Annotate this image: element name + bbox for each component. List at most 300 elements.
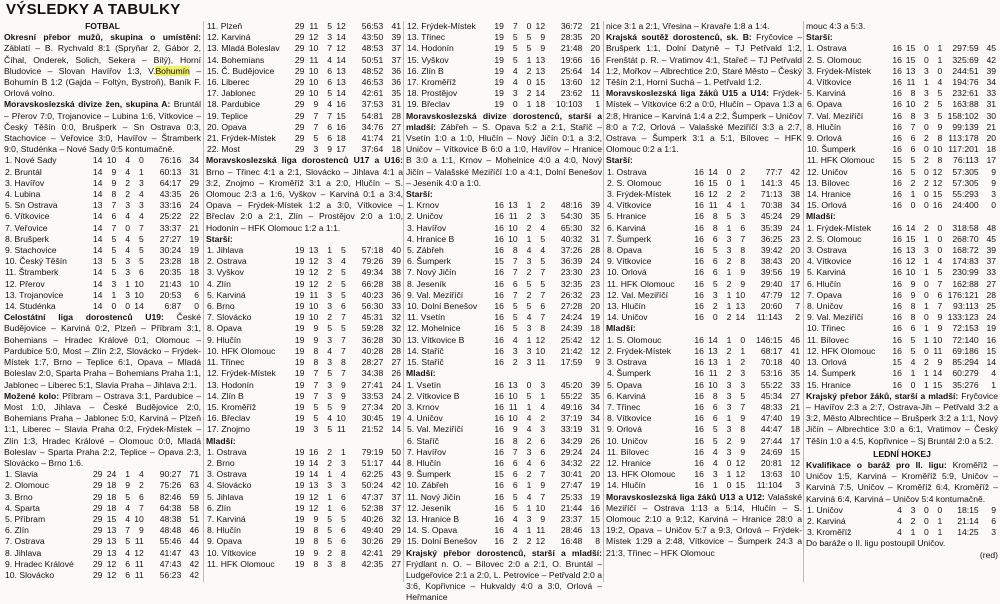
draws: 1 (726, 301, 732, 312)
draws: 6 (125, 569, 131, 580)
points: 26 (189, 189, 199, 200)
team-name: 8. Jeseník (407, 278, 447, 289)
points: 12 (590, 334, 600, 345)
score: 37:64 (361, 144, 384, 155)
team-name: 11. Bílovec (607, 446, 649, 457)
matches-played: 19 (294, 457, 305, 468)
team-name: 10. Slovácko (5, 569, 55, 580)
matches-played: 29 (294, 133, 305, 144)
team-name: 15. Vyškov (407, 54, 449, 65)
losses: 8 (740, 424, 746, 435)
table-row (406, 21, 602, 32)
matches-played: 16 (694, 177, 704, 188)
team-name: 13. Hlučín (607, 301, 646, 312)
score: 158:102 (947, 110, 979, 121)
wins: 11 (508, 401, 518, 412)
team-name: 9. Vítkovice (607, 256, 652, 267)
losses: 4 (139, 189, 144, 200)
score: 11:104 (756, 480, 783, 491)
score: 50:51 (361, 54, 384, 65)
points: 30 (986, 110, 996, 121)
losses: 13 (535, 54, 546, 65)
team-name: 2. Bruntál (5, 166, 42, 177)
table-row (206, 380, 403, 391)
score: 55:293 (952, 189, 979, 200)
score: 14:25 (957, 527, 979, 538)
matches-played: 19 (294, 469, 305, 480)
matches-played: 19 (294, 256, 305, 267)
wins: 10 (308, 77, 319, 88)
score: 45:20 (560, 379, 583, 390)
score: 37:26 (560, 245, 583, 256)
results-text: Bruntál – Přerov 7:0, Trojanovice – Lubina 1:6, Vítkovice – Český Těšín 0:0, Brušperk – Sn Ostrava 0:3, Stachovice – Veřovice 3:0, Havířov – Štramberk 9:0, Studénka – Nové Sady 0:5 kontumačně. (4, 99, 201, 155)
team-name: 9. Orlová (807, 133, 842, 144)
losses: 6 (740, 222, 746, 233)
wins: 12 (708, 189, 718, 200)
table-row (206, 413, 403, 424)
draws: 1 (327, 491, 333, 502)
score: 28:46 (560, 525, 583, 536)
points: 33 (986, 88, 996, 99)
score: 30:26 (361, 536, 384, 547)
score: 36:39 (560, 256, 583, 267)
points: 33 (986, 267, 996, 278)
losses: 12 (535, 536, 546, 547)
points: 7 (795, 301, 800, 312)
matches-played: 19 (494, 65, 504, 76)
wins: 4 (512, 334, 518, 345)
draws: 4 (526, 312, 532, 323)
points: 42 (391, 480, 401, 491)
matches-played: 19 (294, 379, 305, 390)
table-row (206, 122, 403, 133)
results-text: Záblatí – B. Rychvald 8:1 (Spryňar 2, Gábor 2, Číhal, Onderek, Solich, Sekera – Bílý), Horní Bludovice – Slovan Havířov 1:3, V. (4, 43, 201, 76)
matches-played: 29 (294, 21, 305, 31)
team-name: 14. S. Opava (407, 525, 458, 536)
losses: 1 (139, 166, 144, 177)
draws: 4 (327, 99, 333, 110)
team-name: 8. Hlučín (807, 121, 841, 132)
losses: 3 (341, 480, 346, 491)
wins: 18 (106, 480, 117, 491)
losses: 3 (341, 457, 346, 468)
table-row (206, 290, 403, 301)
score: 21:44 (560, 502, 583, 513)
matches-played: 16 (892, 278, 902, 289)
team-name: 10. Zábřeh (407, 480, 449, 491)
points: 44 (189, 536, 199, 547)
points: 24 (391, 379, 401, 390)
wins: 15 (905, 54, 916, 65)
wins: 14 (708, 334, 718, 345)
score: 20:53 (159, 289, 182, 300)
matches-played: 19 (294, 334, 305, 345)
draws: 3 (924, 88, 929, 99)
score: 85:294 (952, 357, 979, 368)
table-row (4, 480, 201, 491)
wins: 7 (313, 368, 319, 379)
table-row (806, 279, 998, 290)
team-name: 4. Vítkovice (807, 77, 852, 88)
wins: 5 (910, 345, 916, 356)
draws: 5 (526, 301, 532, 312)
table-row (806, 346, 998, 357)
score: 57:305 (952, 166, 979, 177)
losses: 14 (535, 88, 546, 99)
table-row (206, 245, 403, 256)
results-text: – Bohumín B 1:2 (Gajda – Foltýn, Bystroň), Baník F. Orlová volno. (4, 65, 201, 99)
team-name: 15. Č. Budějovice (207, 65, 275, 76)
matches-played: 29 (92, 480, 103, 491)
losses: 4 (139, 469, 144, 480)
losses: 12 (535, 21, 546, 31)
points: 23 (590, 267, 600, 278)
points: 3 (991, 527, 996, 538)
points: 27 (391, 121, 401, 132)
draws: 9 (327, 144, 333, 155)
team-name: 12. HFK Olomouc (807, 345, 876, 356)
points: 14 (986, 357, 996, 368)
losses: 7 (937, 301, 943, 312)
draws: 1 (526, 480, 532, 491)
wins: 6 (712, 267, 718, 278)
page-title: VÝSLEDKY A TABULKY (6, 1, 181, 18)
table-row (4, 301, 201, 312)
team-name: 8. Hlučín (207, 525, 241, 536)
matches-played: 29 (294, 121, 305, 132)
losses: 1 (937, 515, 943, 526)
score: 28:35 (560, 32, 583, 43)
draws: 2 (125, 189, 131, 200)
matches-played: 29 (294, 144, 305, 155)
results-paragraph (606, 492, 802, 559)
draws: 0 (924, 200, 929, 211)
wins: 5 (512, 491, 518, 502)
score: 13:63 (760, 469, 783, 480)
wins: 13 (308, 245, 319, 256)
wins: 7 (512, 446, 518, 457)
draws: 0 (924, 345, 929, 356)
draws: 1 (924, 267, 929, 278)
losses: 6 (139, 491, 144, 502)
matches-played: 16 (494, 211, 504, 222)
table-row (406, 380, 602, 391)
draws: 4 (327, 345, 333, 356)
table-row (406, 279, 602, 290)
losses: 6 (341, 301, 346, 312)
draws: 9 (125, 480, 131, 491)
score: 56:23 (159, 569, 182, 580)
team-name: 3. Havířov (5, 177, 45, 188)
matches-played: 29 (92, 513, 103, 524)
team-name: 10. Český Těšín (5, 256, 67, 267)
losses: 9 (740, 435, 746, 446)
score: 16:48 (560, 536, 583, 547)
score: 42:35 (361, 558, 384, 569)
losses: 7 (341, 312, 346, 323)
team-name: 13. Třinec (407, 32, 446, 43)
team-name: 8. Opava (607, 245, 642, 256)
score: 176:121 (947, 289, 979, 300)
losses: 9 (139, 525, 144, 536)
draws: 7 (327, 110, 333, 121)
points: 37 (391, 54, 401, 65)
points: 39 (986, 65, 996, 76)
table-row (806, 77, 998, 88)
draws: 4 (125, 155, 131, 166)
score: 72:140 (952, 334, 979, 345)
draws: 4 (726, 200, 732, 211)
losses: 5 (341, 323, 346, 334)
matches-played: 14 (92, 222, 103, 233)
losses: 6 (139, 267, 144, 278)
team-name: 1. Nové Sady (5, 155, 57, 166)
draws: 3 (924, 65, 929, 76)
table-row (206, 312, 403, 323)
matches-played: 16 (694, 424, 704, 435)
losses: 11 (933, 345, 943, 356)
table-row (806, 505, 998, 516)
team-name: 6. Karviná (607, 222, 646, 233)
points: 48 (986, 222, 996, 233)
losses: 11 (134, 569, 144, 580)
score: 90:27 (159, 469, 182, 480)
losses: 1 (740, 177, 746, 188)
draws: 3 (924, 110, 929, 121)
score: 56:53 (361, 21, 384, 31)
losses: 9 (341, 390, 346, 401)
wins: 8 (512, 435, 518, 446)
results-text: Příbram – Ostrava 3:1, Pardubice – Most 1:0, Jihlava – České Budějovice 2:0, Bohemians Praha – Jablonec 5:0, Karviná – Plzeň 1:1, Liberec – Slavia Praha 0:2, Frýdek-Místek – Zlín 1:3, Hradec Králové – Olomouc 0:0, Mladá Boleslav – Sparta Praha 2:2, Teplice – Opava 2:3, Slovácko – Brno 1:6. (4, 390, 201, 468)
wins: 6 (910, 144, 916, 155)
draws: 1 (327, 502, 333, 513)
points: 19 (590, 312, 600, 323)
points: 21 (986, 121, 996, 132)
table-row (606, 469, 802, 480)
results-paragraph (806, 460, 998, 505)
wins: 7 (313, 110, 319, 121)
matches-played: 29 (92, 536, 103, 547)
table-row (206, 99, 403, 110)
wins: 3 (111, 278, 117, 289)
points: 34 (189, 155, 199, 166)
score: 168:72 (952, 245, 979, 256)
table-row (206, 133, 403, 144)
draws: 1 (924, 301, 929, 312)
table-row (4, 503, 201, 514)
matches-played: 29 (294, 99, 305, 110)
wins: 5 (512, 323, 518, 334)
points: 45 (986, 43, 996, 54)
wins: 13 (905, 65, 916, 76)
losses: 4 (341, 469, 346, 480)
losses: 0 (937, 245, 943, 256)
team-name: 14. Studénka (5, 301, 56, 312)
points: 35 (391, 88, 401, 99)
points: 0 (991, 200, 996, 211)
points: 21 (790, 401, 800, 412)
draws: 0 (924, 289, 929, 300)
draws: 1 (924, 379, 929, 390)
points: 23 (590, 278, 600, 289)
score: 21:48 (560, 43, 583, 54)
team-name: 2. Frýdek-Místek (607, 345, 671, 356)
column-2 (206, 21, 403, 582)
table-row (206, 514, 403, 525)
matches-played: 16 (494, 357, 504, 368)
score: 21:42 (560, 345, 583, 356)
score: 47:40 (760, 413, 783, 424)
team-name: 7. Karviná (207, 513, 246, 524)
wins: 14 (308, 457, 319, 468)
score: 21:43 (159, 278, 182, 289)
points: 37 (986, 256, 996, 267)
points: 1 (991, 379, 996, 390)
table-row (4, 211, 201, 222)
matches-played: 16 (694, 278, 704, 289)
team-name: 8. Hlučín (407, 457, 441, 468)
matches-played: 16 (494, 502, 504, 513)
wins: 12 (905, 256, 916, 267)
points: 6 (194, 289, 199, 300)
points: 9 (991, 166, 996, 177)
matches-played: 29 (92, 547, 103, 558)
points: 31 (391, 99, 401, 110)
wins: 2 (712, 301, 718, 312)
section-heading: LEDNÍ HOKEJ (873, 448, 931, 459)
matches-played: 19 (294, 446, 305, 457)
points: 36 (391, 289, 401, 300)
wins: 7 (512, 289, 518, 300)
wins: 4 (910, 357, 916, 368)
category-label: Mladší: (606, 323, 636, 334)
team-name: 10. Vítkovice (207, 547, 257, 558)
matches-played: 16 (494, 345, 504, 356)
draws: 3 (125, 256, 131, 267)
table-row (406, 256, 602, 267)
losses: 5 (937, 267, 943, 278)
results-paragraph: nice 3:1 a 2:1, Vřesina – Kravaře 1:8 a 1:4. (606, 21, 770, 31)
team-name: 6. Brno (207, 301, 235, 312)
table-row (206, 391, 403, 402)
wins: 11 (309, 54, 319, 65)
team-name: 5. Zábřeh (407, 245, 444, 256)
points: 19 (189, 233, 199, 244)
matches-played: 16 (892, 256, 902, 267)
draws: 4 (125, 502, 131, 513)
results-paragraph (606, 32, 802, 88)
score: 25:22 (159, 211, 182, 222)
matches-played: 16 (494, 457, 504, 468)
score: 40:28 (361, 345, 384, 356)
score: 79:26 (361, 256, 384, 267)
wins: 4 (712, 457, 718, 468)
table-row (806, 189, 998, 200)
matches-played: 19 (294, 278, 305, 289)
table-row (806, 312, 998, 323)
team-name: 10. Šumperk (807, 144, 856, 155)
team-name: 14. Staříč (407, 345, 444, 356)
points: 22 (189, 211, 199, 222)
points: 29 (391, 525, 401, 536)
matches-played: 19 (494, 32, 504, 43)
score: 24:24 (560, 312, 583, 323)
table-row (406, 245, 602, 256)
score: 163:88 (952, 99, 979, 110)
score: 25:64 (560, 65, 583, 76)
wins: 7 (910, 121, 916, 132)
wins: 10 (308, 301, 319, 312)
matches-played: 16 (694, 413, 704, 424)
matches-played: 19 (294, 536, 305, 547)
losses: 9 (740, 267, 746, 278)
points: 40 (790, 357, 800, 368)
draws: 6 (125, 558, 131, 569)
losses: 7 (341, 334, 346, 345)
points: 24 (590, 256, 600, 267)
matches-played: 19 (294, 424, 305, 435)
matches-played: 16 (892, 323, 902, 334)
table-row (606, 413, 802, 424)
table-row (206, 548, 403, 559)
matches-played: 19 (294, 491, 305, 502)
matches-played: 19 (294, 390, 305, 401)
team-name: 15. Orlová (807, 200, 847, 211)
team-name: 7. Opava (807, 289, 842, 300)
column-3 (406, 21, 602, 603)
team-name: 1. Jihlava (207, 245, 244, 256)
draws: 2 (526, 469, 532, 480)
table-row (406, 357, 602, 368)
points: 15 (790, 446, 800, 457)
points: 59 (189, 491, 199, 502)
table-row (406, 525, 602, 536)
points: 14 (391, 424, 401, 435)
points: 8 (595, 536, 600, 547)
losses: 3 (139, 177, 144, 188)
points: 24 (790, 222, 800, 233)
points: 39 (391, 256, 401, 267)
matches-played: 16 (694, 189, 704, 200)
matches-played: 4 (897, 527, 902, 538)
competition-name: Krajská soutěž dorostenců, sk. B: (606, 32, 752, 43)
points: 50 (391, 446, 401, 457)
standings-table (806, 505, 998, 539)
team-name: 5. Hranice (607, 211, 647, 222)
points: 9 (991, 504, 996, 515)
table-row (606, 480, 802, 491)
losses: 12 (735, 469, 746, 480)
team-name: 7. Ostrava (5, 536, 45, 547)
matches-played: 16 (892, 144, 902, 155)
matches-played: 15 (494, 256, 504, 267)
points: 16 (590, 54, 600, 65)
wins: 4 (712, 446, 718, 457)
table-row (4, 178, 201, 189)
competition-name: Moravskoslezská liga žáků U13 a U12: (606, 491, 765, 502)
points: 35 (590, 211, 600, 222)
wins: 6 (111, 211, 117, 222)
losses: 12 (336, 21, 346, 31)
team-name: 11. Nový Jičín (407, 491, 461, 502)
team-name: 11. Bílovec (807, 334, 849, 345)
wins: 7 (512, 256, 518, 267)
points: 41 (391, 21, 401, 31)
wins: 8 (313, 558, 319, 569)
table-row (206, 21, 403, 32)
draws: 1 (924, 368, 929, 379)
points: 1 (595, 99, 600, 110)
